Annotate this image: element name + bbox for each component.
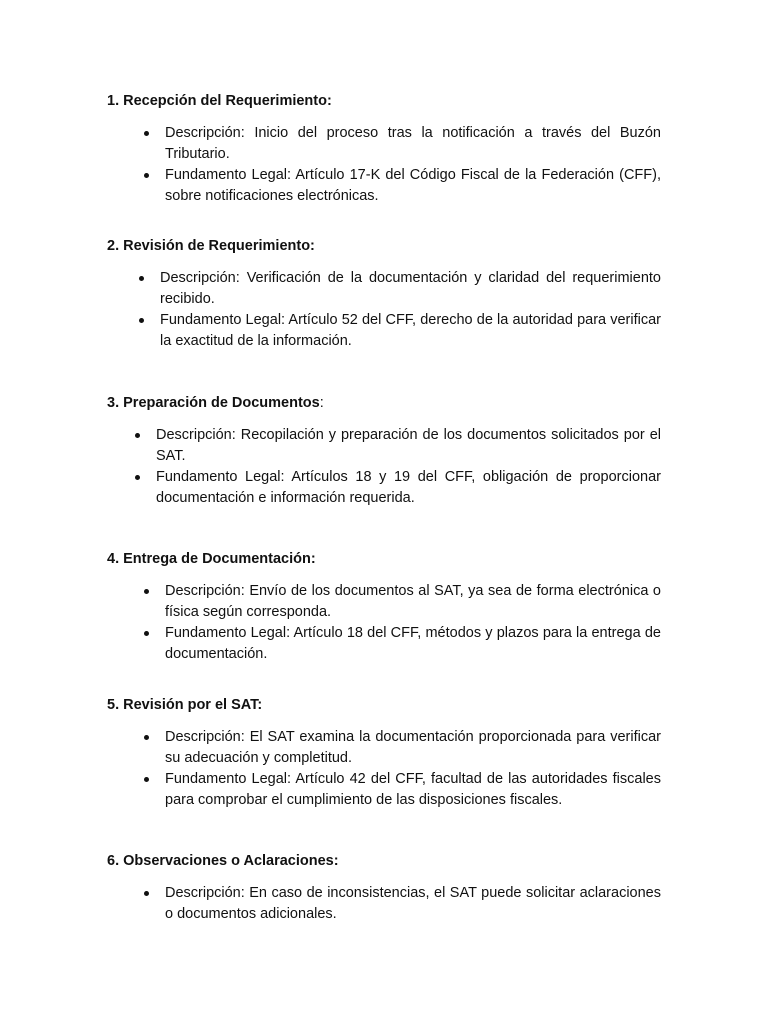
bullet-icon bbox=[144, 131, 149, 136]
section-number: 3. bbox=[107, 395, 120, 411]
list-item-text: Fundamento Legal: Artículo 52 del CFF, derecho de la autoridad para verificar la exactitud de la información. bbox=[160, 312, 661, 349]
section-title: Observaciones o Aclaraciones: bbox=[123, 853, 339, 869]
list-item-text: Descripción: Verificación de la documentación y claridad del requerimiento recibido. bbox=[160, 270, 661, 307]
list-item bbox=[165, 165, 661, 207]
list-item-text: Fundamento Legal: Artículos 18 y 19 del CFF, obligación de proporcionar documentación e información requerida. bbox=[156, 469, 661, 506]
section-title: Revisión de Requerimiento: bbox=[123, 238, 315, 254]
bullet-list bbox=[165, 123, 661, 207]
list-item bbox=[165, 883, 661, 925]
bullet-list bbox=[165, 581, 661, 665]
bullet-icon bbox=[139, 318, 144, 323]
bullet-icon bbox=[139, 276, 144, 281]
section-heading bbox=[107, 393, 324, 413]
list-item-text: Fundamento Legal: Artículo 17-K del Código Fiscal de la Federación (CFF), sobre notificaciones electrónicas. bbox=[165, 167, 661, 204]
bullet-list bbox=[165, 883, 661, 925]
bullet-icon bbox=[144, 631, 149, 636]
list-item-text: Fundamento Legal: Artículo 42 del CFF, facultad de las autoridades fiscales para comprobar el cumplimiento de las disposiciones fiscales. bbox=[165, 771, 661, 808]
bullet-icon bbox=[144, 589, 149, 594]
list-item-text: Fundamento Legal: Artículo 18 del CFF, métodos y plazos para la entrega de documentación. bbox=[165, 625, 661, 662]
bullet-icon bbox=[144, 777, 149, 782]
section-heading bbox=[107, 695, 262, 715]
bullet-icon bbox=[135, 433, 140, 438]
section-number: 5. bbox=[107, 697, 120, 713]
list-item-text: Descripción: Recopilación y preparación de los documentos solicitados por el SAT. bbox=[156, 427, 661, 464]
section-heading bbox=[107, 851, 339, 871]
bullet-icon bbox=[135, 475, 140, 480]
bullet-icon bbox=[144, 891, 149, 896]
bullet-icon bbox=[144, 173, 149, 178]
list-item-text: Descripción: Inicio del proceso tras la notificación a través del Buzón Tributario. bbox=[165, 125, 661, 162]
section-number: 4. bbox=[107, 551, 120, 567]
list-item bbox=[165, 123, 661, 165]
section-heading bbox=[107, 549, 316, 569]
section-title-suffix: : bbox=[319, 395, 324, 411]
bullet-icon bbox=[144, 735, 149, 740]
list-item bbox=[160, 268, 661, 310]
section-number: 6. bbox=[107, 853, 120, 869]
section-number: 2. bbox=[107, 238, 120, 254]
bullet-list bbox=[160, 268, 661, 352]
list-item-text: Descripción: En caso de inconsistencias, el SAT puede solicitar aclaraciones o documentos adicionales. bbox=[165, 885, 661, 922]
section-heading bbox=[107, 91, 332, 111]
section-number: 1. bbox=[107, 93, 120, 109]
list-item bbox=[156, 467, 661, 509]
list-item-text: Descripción: El SAT examina la documentación proporcionada para verificar su adecuación y completitud. bbox=[165, 729, 661, 766]
section-title: Entrega de Documentación: bbox=[123, 551, 316, 567]
section-heading bbox=[107, 236, 315, 256]
list-item bbox=[160, 310, 661, 352]
section-title: Revisión por el SAT: bbox=[123, 697, 263, 713]
list-item bbox=[156, 425, 661, 467]
list-item bbox=[165, 581, 661, 623]
section-title: Recepción del Requerimiento: bbox=[123, 93, 332, 109]
list-item bbox=[165, 623, 661, 665]
bullet-list bbox=[156, 425, 661, 509]
bullet-list bbox=[165, 727, 661, 811]
list-item-text: Descripción: Envío de los documentos al SAT, ya sea de forma electrónica o física según corresponda. bbox=[165, 583, 661, 620]
list-item bbox=[165, 727, 661, 769]
list-item bbox=[165, 769, 661, 811]
section-title: Preparación de Documentos bbox=[123, 395, 320, 411]
